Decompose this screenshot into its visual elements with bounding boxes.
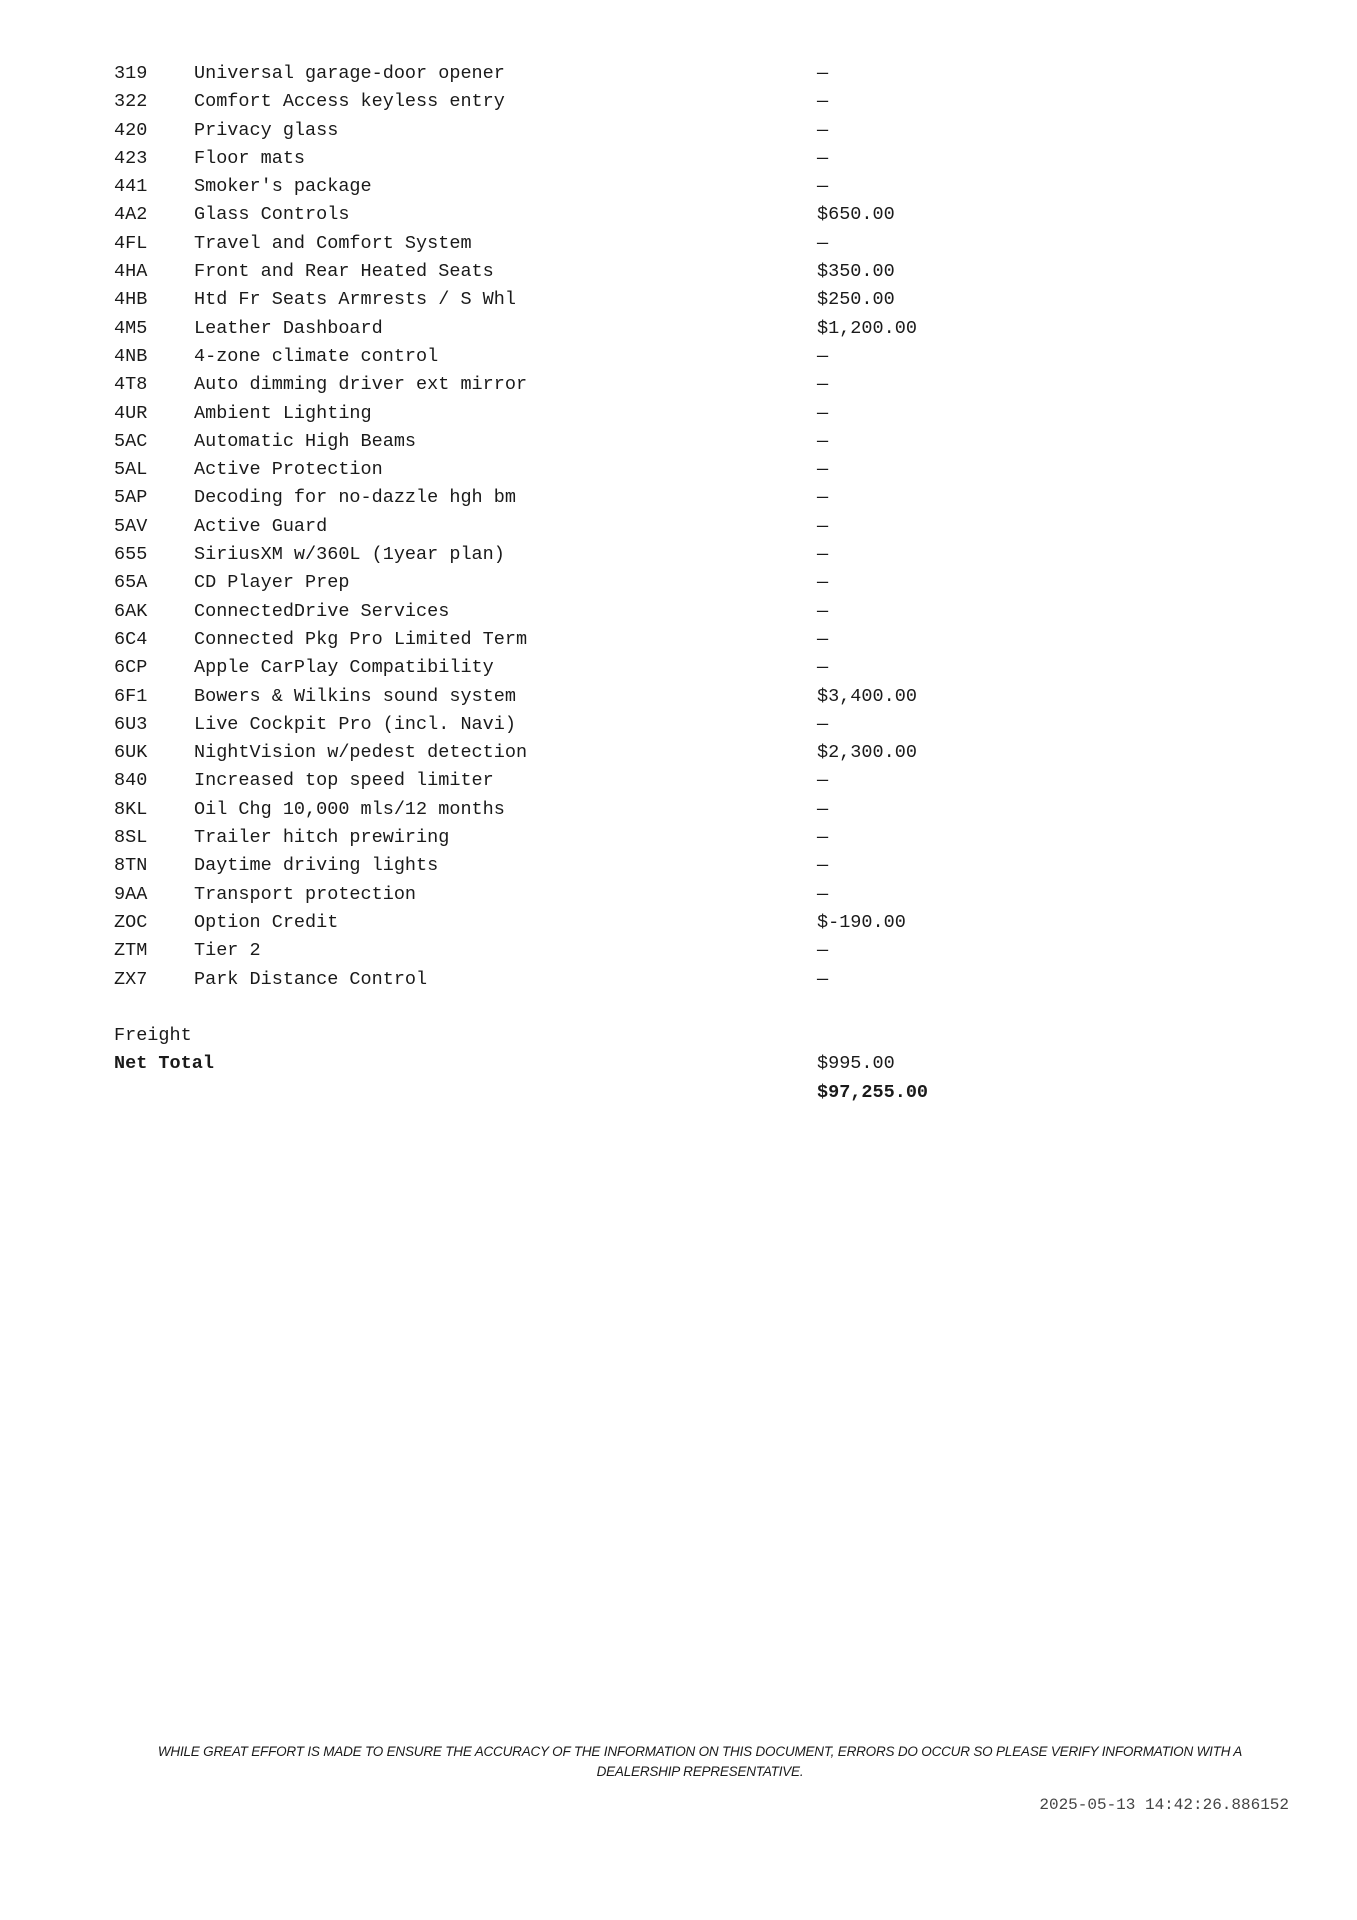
option-price: $2,300.00 [817, 742, 917, 764]
option-row [114, 852, 1014, 880]
option-price: — [817, 147, 829, 169]
option-price: $650.00 [817, 204, 895, 226]
option-price: — [817, 487, 829, 509]
option-description: Smoker's package [194, 176, 372, 198]
option-code: ZX7 [114, 968, 148, 990]
option-code: 322 [114, 91, 148, 113]
option-row [114, 343, 1014, 371]
option-code: 4M5 [114, 317, 148, 339]
option-description: Transport protection [194, 883, 417, 905]
option-row [114, 739, 1014, 767]
option-code: 4HA [114, 261, 148, 283]
option-row [114, 824, 1014, 852]
option-row [114, 513, 1014, 541]
option-code: 840 [114, 770, 148, 792]
option-description: Floor mats [194, 147, 306, 169]
option-row [114, 117, 1014, 145]
option-row [114, 966, 1014, 994]
option-row [114, 258, 1014, 286]
option-code: 6UK [114, 742, 148, 764]
option-row [114, 428, 1014, 456]
option-row [114, 654, 1014, 682]
option-row [114, 456, 1014, 484]
option-code: 6C4 [114, 628, 148, 650]
option-code: ZTM [114, 940, 148, 962]
option-code: 5AV [114, 515, 148, 537]
option-row [114, 371, 1014, 399]
option-description: Option Credit [194, 911, 339, 933]
option-description: Bowers & Wilkins sound system [194, 685, 516, 707]
option-price: $-190.00 [817, 911, 906, 933]
freight-price: $995.00 [817, 1053, 895, 1075]
option-code: 5AC [114, 430, 148, 452]
option-code: 6U3 [114, 713, 148, 735]
option-code: 5AP [114, 487, 148, 509]
option-description: Trailer hitch prewiring [194, 827, 450, 849]
option-price: — [817, 770, 829, 792]
option-code: 4A2 [114, 204, 148, 226]
option-price: — [817, 119, 829, 141]
option-price: — [817, 232, 829, 254]
option-price: — [817, 628, 829, 650]
option-row [114, 286, 1014, 314]
option-row [114, 569, 1014, 597]
option-price: $3,400.00 [817, 685, 917, 707]
option-description: Active Protection [194, 459, 383, 481]
option-row [114, 626, 1014, 654]
option-code: 8KL [114, 798, 148, 820]
option-code: 319 [114, 63, 148, 84]
timestamp: 2025-05-13 14:42:26.886152 [1039, 1796, 1289, 1814]
option-price: $1,200.00 [817, 317, 917, 339]
option-description: Leather Dashboard [194, 317, 383, 339]
option-description: Automatic High Beams [194, 430, 417, 452]
freight-label: Freight [114, 1025, 192, 1047]
option-description: Apple CarPlay Compatibility [194, 657, 494, 679]
option-code: 6F1 [114, 685, 148, 707]
option-price: — [817, 657, 829, 679]
option-price: — [817, 940, 829, 962]
option-row [114, 88, 1014, 116]
option-price: — [817, 544, 829, 566]
option-description: Tier 2 [194, 940, 261, 962]
option-code: 4NB [114, 345, 148, 367]
option-description: CD Player Prep [194, 572, 350, 594]
option-row [114, 683, 1014, 711]
option-row [114, 201, 1014, 229]
option-row [114, 400, 1014, 428]
disclaimer: WHILE GREAT EFFORT IS MADE TO ENSURE THE ACCURACY OF THE INFORMATION ON THIS DOCUMENT, ERRORS DO OCCUR SO PLEASE VERIFY INFORMATION WITH A DEALERSHIP REPRESENTATIVE. [157, 1744, 1243, 1779]
option-description: SiriusXM w/360L (1year plan) [194, 544, 505, 566]
option-code: 655 [114, 544, 148, 566]
option-code: 8TN [114, 855, 148, 877]
option-row [114, 598, 1014, 626]
option-row [114, 881, 1014, 909]
option-row [114, 767, 1014, 795]
option-price: — [817, 63, 829, 84]
option-description: Privacy glass [194, 119, 339, 141]
option-code: 8SL [114, 827, 148, 849]
option-row [114, 60, 1014, 88]
option-row [114, 315, 1014, 343]
option-code: 4T8 [114, 374, 148, 396]
option-price: — [817, 883, 829, 905]
option-row [114, 541, 1014, 569]
option-row [114, 173, 1014, 201]
option-price: — [817, 430, 829, 452]
option-price: $250.00 [817, 289, 895, 311]
option-price: — [817, 459, 829, 481]
option-code: 65A [114, 572, 148, 594]
option-description: Oil Chg 10,000 mls/12 months [194, 798, 505, 820]
option-price: — [817, 402, 829, 424]
option-description: Decoding for no-dazzle hgh bm [194, 487, 516, 509]
option-code: 423 [114, 147, 148, 169]
option-description: Park Distance Control [194, 968, 428, 990]
option-price: — [817, 515, 829, 537]
option-code: 9AA [114, 883, 148, 905]
option-description: Glass Controls [194, 204, 350, 226]
option-description: Universal garage-door opener [194, 63, 505, 84]
option-code: 5AL [114, 459, 148, 481]
option-description: 4-zone climate control [194, 345, 439, 367]
option-description: Front and Rear Heated Seats [194, 261, 494, 283]
option-code: 441 [114, 176, 148, 198]
option-row [114, 230, 1014, 258]
option-row [114, 711, 1014, 739]
option-description: Daytime driving lights [194, 855, 439, 877]
option-price: — [817, 968, 829, 990]
option-description: Comfort Access keyless entry [194, 91, 505, 113]
option-price: — [817, 91, 829, 113]
net-total-price: $97,255.00 [817, 1081, 929, 1103]
option-description: NightVision w/pedest detection [194, 742, 528, 764]
option-description: Auto dimming driver ext mirror [194, 374, 528, 396]
option-row [114, 937, 1014, 965]
option-description: Increased top speed limiter [194, 770, 494, 792]
option-code: ZOC [114, 911, 148, 933]
option-description: ConnectedDrive Services [194, 600, 450, 622]
option-row [114, 909, 1014, 937]
option-price: — [817, 176, 829, 198]
option-code: 4UR [114, 402, 148, 424]
option-price: — [817, 798, 829, 820]
option-code: 4FL [114, 232, 148, 254]
option-rows [114, 60, 1014, 994]
option-description: Htd Fr Seats Armrests / S Whl [194, 289, 516, 311]
option-row [114, 145, 1014, 173]
option-code: 4HB [114, 289, 148, 311]
option-description: Active Guard [194, 515, 328, 537]
option-price: — [817, 572, 829, 594]
option-code: 420 [114, 119, 148, 141]
option-description: Ambient Lighting [194, 402, 372, 424]
option-price: — [817, 345, 829, 367]
option-price: $350.00 [817, 261, 895, 283]
option-code: 6AK [114, 600, 148, 622]
option-description: Travel and Comfort System [194, 232, 472, 254]
option-price: — [817, 713, 829, 735]
option-price: — [817, 855, 829, 877]
option-price: — [817, 827, 829, 849]
option-row [114, 484, 1014, 512]
options-list [114, 60, 1014, 1103]
net-total-label: Net Total [114, 1053, 214, 1075]
option-code: 6CP [114, 657, 148, 679]
option-row [114, 796, 1014, 824]
option-description: Live Cockpit Pro (incl. Navi) [194, 713, 516, 735]
option-description: Connected Pkg Pro Limited Term [194, 628, 528, 650]
option-price: — [817, 374, 829, 396]
option-price: — [817, 600, 829, 622]
